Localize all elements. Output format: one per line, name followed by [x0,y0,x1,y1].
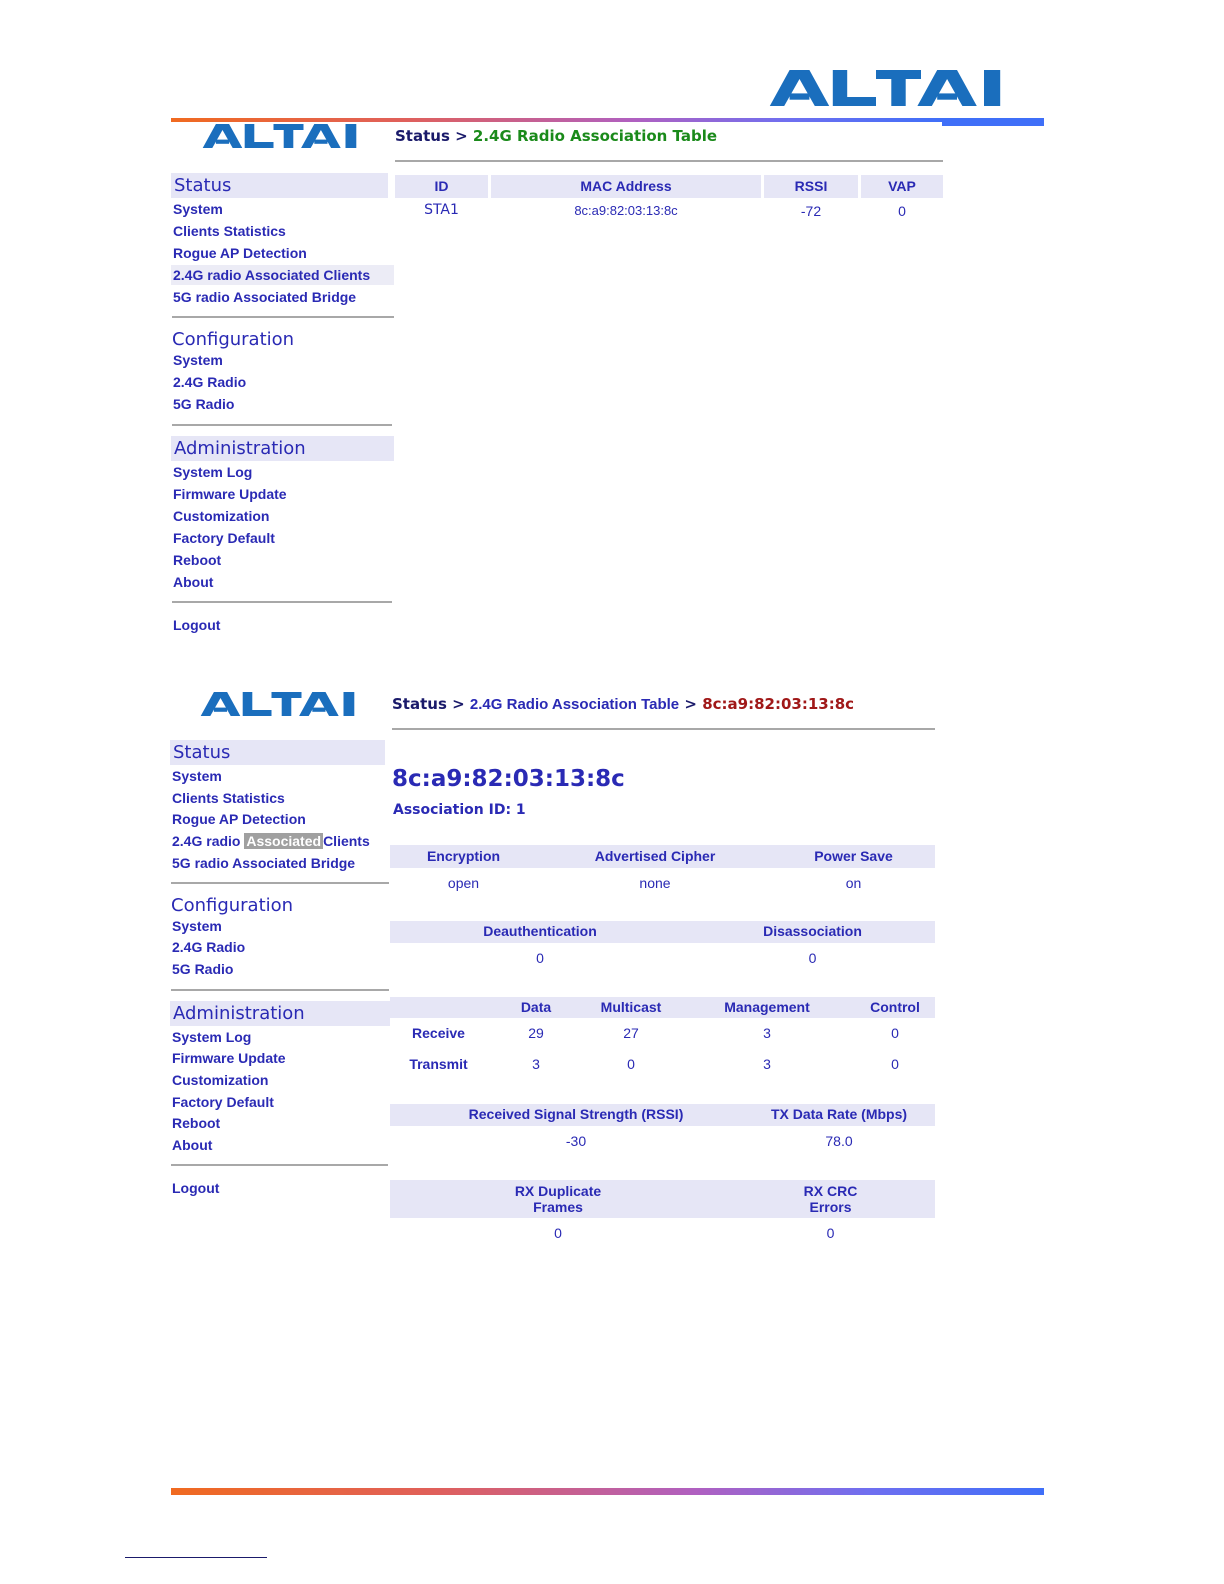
header-tx-data-rate: TX Data Rate (Mbps) [770,1106,908,1122]
header-line: RX CRC [803,1183,858,1199]
breadcrumb-current: 8c:a9:82:03:13:8c [702,695,855,713]
nav-separator [172,316,394,318]
cell-rssi: -72 [800,203,822,219]
cell-mac-address[interactable]: 8c:a9:82:03:13:8c [574,203,678,218]
header-line: RX Duplicate [514,1183,602,1199]
value-advertised-cipher: none [639,875,671,891]
value-rssi: -30 [565,1133,587,1149]
nav-item-24g-associated-clients[interactable] [170,831,370,851]
header-deauthentication: Deauthentication [483,923,597,939]
nav-item-label-highlight: Associated [246,833,322,849]
transmit-management: 3 [763,1056,771,1072]
cell-id[interactable]: STA1 [424,202,459,218]
nav-item-system[interactable]: System [172,768,222,784]
altai-page-logo [758,70,1012,106]
nav-item-system[interactable]: System [173,201,223,217]
nav-item-system-log[interactable]: System Log [173,464,253,480]
nav-item-about[interactable]: About [173,574,214,590]
screen1-header-rule [395,160,943,162]
nav-item-config-5g-radio[interactable]: 5G Radio [173,396,235,412]
nav-item-factory-default[interactable]: Factory Default [173,530,275,546]
association-id: Association ID: 1 [393,802,526,818]
value-disassociation: 0 [808,950,817,966]
header-line: Frames [533,1199,583,1215]
nav-item-config-system[interactable]: System [173,352,223,368]
nav-header-configuration[interactable]: Configuration [172,329,295,350]
top-accent-block [942,118,1044,126]
col-header-vap: VAP [861,175,943,198]
header-multicast: Multicast [600,999,662,1015]
transmit-data: 3 [532,1056,540,1072]
header-rssi: Received Signal Strength (RSSI) [468,1106,684,1122]
nav-header-status[interactable]: Status [170,740,385,765]
nav-item-clients-statistics[interactable]: Clients Statistics [173,223,286,239]
nav-item-clients-statistics[interactable]: Clients Statistics [172,790,285,806]
nav-item-reboot[interactable]: Reboot [172,1115,221,1131]
nav-item-label-suffix: Clients [323,833,370,849]
nav-header-status[interactable]: Status [171,173,388,198]
header-disassociation: Disassociation [763,923,862,939]
header-management: Management [724,999,810,1015]
nav-item-customization[interactable]: Customization [172,1072,269,1088]
nav-item-config-5g-radio[interactable]: 5G Radio [172,961,234,977]
nav-header-administration[interactable]: Administration [170,1001,390,1026]
receive-multicast: 27 [623,1025,639,1041]
nav-item-rogue-ap-detection[interactable]: Rogue AP Detection [173,245,307,261]
header-control: Control [870,999,920,1015]
screen2-breadcrumb [392,695,854,713]
nav-header-configuration[interactable]: Configuration [171,895,294,916]
value-rx-crc-errors: 0 [826,1225,835,1241]
header-advertised-cipher: Advertised Cipher [594,848,716,864]
nav-item-firmware-update[interactable]: Firmware Update [173,486,287,502]
header-data: Data [520,999,552,1015]
value-encryption: open [447,875,480,891]
nav-item-rogue-ap-detection[interactable]: Rogue AP Detection [172,811,306,827]
footnote-rule [125,1557,267,1558]
nav-item-logout[interactable]: Logout [172,1180,220,1196]
nav-separator [171,1164,388,1166]
breadcrumb-separator: > [452,695,465,713]
row-label-receive: Receive [412,1025,465,1041]
nav-separator [172,601,392,603]
value-tx-data-rate: 78.0 [825,1133,853,1149]
breadcrumb-separator: > [455,127,468,145]
screen1-breadcrumb [395,127,717,145]
nav-item-about[interactable]: About [172,1137,213,1153]
breadcrumb-status[interactable]: Status [395,127,450,145]
value-power-save: on [845,875,862,891]
col-header-mac-address: MAC Address [491,175,761,198]
bottom-gradient-bar [171,1488,1044,1495]
header-rx-crc-errors [726,1183,935,1215]
transmit-control: 0 [891,1056,899,1072]
nav-header-administration[interactable]: Administration [171,436,394,461]
breadcrumb-current: 2.4G Radio Association Table [472,127,718,145]
value-rx-duplicate-frames: 0 [554,1225,562,1241]
row-label-transmit: Transmit [409,1056,468,1072]
breadcrumb-separator: > [684,695,697,713]
nav-item-logout[interactable]: Logout [173,617,221,633]
receive-control: 0 [891,1025,899,1041]
header-encryption: Encryption [426,848,501,864]
transmit-multicast: 0 [627,1056,635,1072]
nav-item-reboot[interactable]: Reboot [173,552,222,568]
nav-item-config-24g-radio[interactable]: 2.4G Radio [173,374,247,390]
col-header-rssi: RSSI [764,175,858,198]
screen1-altai-logo [193,124,366,148]
nav-item-24g-associated-clients[interactable]: 2.4G radio Associated Clients [171,265,394,285]
receive-management: 3 [763,1025,771,1041]
breadcrumb-status[interactable]: Status [392,695,447,713]
nav-item-firmware-update[interactable]: Firmware Update [172,1050,286,1066]
header-line: Errors [809,1199,852,1215]
nav-item-5g-associated-bridge[interactable]: 5G radio Associated Bridge [172,855,356,871]
nav-item-customization[interactable]: Customization [173,508,270,524]
nav-separator [172,424,392,426]
nav-separator [171,882,389,884]
nav-item-system-log[interactable]: System Log [172,1029,252,1045]
header-power-save: Power Save [814,848,893,864]
value-deauthentication: 0 [536,950,544,966]
cell-vap: 0 [898,203,906,219]
receive-data: 29 [528,1025,544,1041]
col-header-id: ID [395,175,488,198]
top-gradient-bar [171,118,942,122]
nav-item-config-24g-radio[interactable]: 2.4G Radio [172,939,246,955]
nav-item-label-prefix: 2.4G radio [172,833,245,849]
header-rx-duplicate-frames [390,1183,726,1215]
breadcrumb-association-table-link[interactable]: 2.4G Radio Association Table [469,696,680,713]
screen2-altai-logo [192,692,363,716]
nav-separator [171,989,389,991]
screen2-header-rule [392,728,935,730]
nav-item-config-system[interactable]: System [172,918,222,934]
client-mac-title: 8c:a9:82:03:13:8c [392,766,625,792]
nav-item-5g-associated-bridge[interactable]: 5G radio Associated Bridge [173,289,357,305]
nav-item-factory-default[interactable]: Factory Default [172,1094,274,1110]
